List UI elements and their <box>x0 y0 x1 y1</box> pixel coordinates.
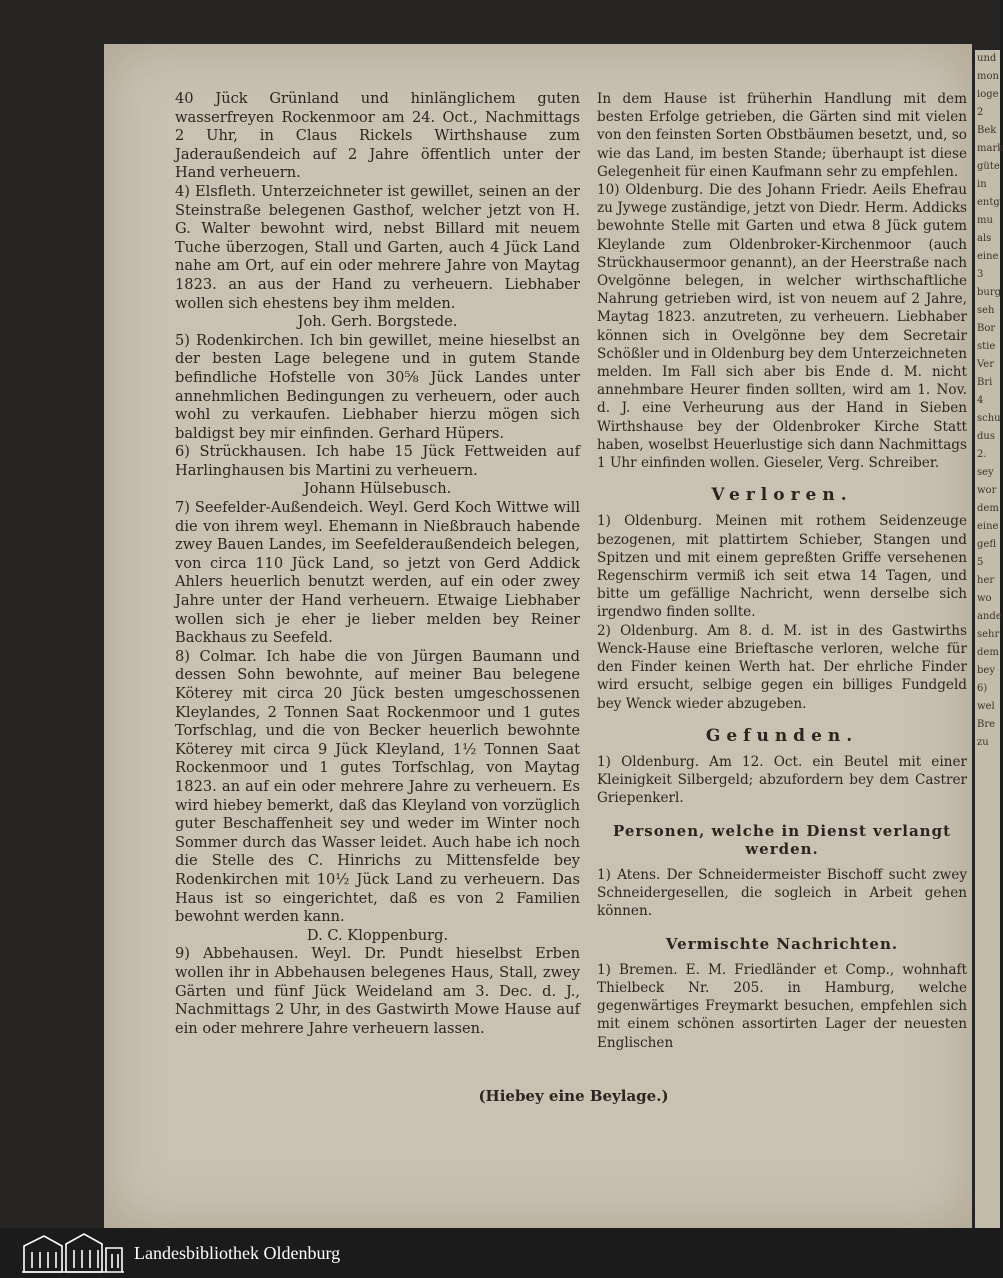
paragraph-item9: 9) Abbehausen. Weyl. Dr. Pundt hieselbst Erben wollen ihr in Abbehausen belegenes Haus, Stall, zwey Gärten und fünf Jück Weideland am 3. Dec. d. J., Nachmittags 2 Uhr, in des Gastwirth Mowe Hause auf ein oder mehrere Jahre verheuern lassen. <box>175 945 580 1037</box>
edge-fragment: schu <box>977 413 1001 424</box>
paragraph-item6: 6) Strückhausen. Ich habe 15 Jück Fettweiden auf Harlinghausen bis Martini zu verheuern. <box>175 443 580 479</box>
library-building-icon <box>22 1232 124 1274</box>
paragraph-item10: 10) Oldenburg. Die des Johann Friedr. Aeils Ehefrau zu Jywege zuständige, jetzt von Diedr. Herm. Addicks bewohnte Stelle mit Garten und etwa 8 Jück gutem Kleylande zum Oldenbroker-Kirchenmoor (auch Strückhausermoor genannt), an der Heerstraße nach Ovelgönne belegen, in welcher wirthschaftliche Nahrung getrieben wird, ist von neuem auf 2 Jahre, Maytag 1823. anzutreten, zu verheuern. Liebhaber können sich in Ovelgönne bey dem Secretair Schößler und in Oldenburg bey dem Unterzeichneten melden. Im Fall sich aber bis Ende d. M. nicht annehmbare Heurer finden sollten, wird am 1. Nov. d. J. eine Verheurung aus der Hand in Sieben Wirthshause bey der Oldenbroker Kirche Statt haben, woselbst Heuerlustige sich dann Nachmittags 1 Uhr einfinden wollen. Gieseler, Verg. Schreiber. <box>597 182 967 472</box>
edge-fragment: eine <box>977 521 999 532</box>
edge-fragment: Bri <box>977 377 993 388</box>
edge-fragment: seh <box>977 305 995 316</box>
paragraph-item3-cont: 40 Jück Grünland und hinlänglichem guten wasserfreyen Rockenmoor am 24. Oct., Nachmittags 2 Uhr, in Claus Rickels Wirthshause zum Jaderaußendeich auf 2 Jahre öffentlich unter der Hand verheuern. <box>175 90 580 182</box>
edge-fragment: eine <box>977 251 999 262</box>
edge-fragment: wel <box>977 701 995 712</box>
paragraph-item7: 7) Seefelder-Außendeich. Weyl. Gerd Koch Wittwe will die von ihrem weyl. Ehemann in Nießbrauch habende zwey Bauen Landes, im Seefelderaußendeich belegen, von circa 110 Jück Land, so jetzt von Gerd Addick Ahlers heuerlich benutzt werden, auf ein oder zwey Jahre unter der Hand verheuern. Etwaige Liebhaber wollen sich je eher je lieber melden bey Reiner Backhaus zu Seefeld. <box>175 499 580 647</box>
supplement-note: (Hiebey eine Beylage.) <box>478 1087 669 1105</box>
edge-fragment: sehr <box>977 629 1000 640</box>
paragraph-lost-2: 2) Oldenburg. Am 8. d. M. ist in des Gastwirths Wenck-Hause eine Brieftasche verloren, welche für den Finder keinen Werth hat. Der ehrliche Finder wird ersucht, selbige gegen ein billiges Fundgeld bey Wenck wieder abzugeben. <box>597 622 967 712</box>
edge-fragment: entg <box>977 197 1000 208</box>
edge-fragment: 6) <box>977 683 988 694</box>
signature-huelsebusch: Johann Hülsebusch. <box>303 480 452 498</box>
edge-fragment: mon <box>977 71 999 82</box>
edge-fragment: her <box>977 575 995 586</box>
right-column <box>597 90 967 1052</box>
edge-fragment: Bre <box>977 719 996 730</box>
edge-fragment: ioge <box>977 89 999 100</box>
edge-fragment: wor <box>977 485 997 496</box>
edge-fragment: 2. <box>977 449 987 460</box>
edge-fragment: zu <box>977 737 989 748</box>
heading-gefunden: Gefunden. <box>705 725 859 746</box>
edge-fragment: burg <box>977 287 1002 298</box>
edge-fragment: stie <box>977 341 996 352</box>
heading-verloren: Verloren. <box>711 485 853 506</box>
paragraph-item5: 5) Rodenkirchen. Ich bin gewillet, meine hieselbst an der besten Lage belegene und in gutem Stande befindliche Hofstelle von 30⅝ Jück Landes unter annehmlichen Bedingungen zu verheuern, oder auch wohl zu verkaufen. Liebhaber hierzu mögen sich baldigst bey mir einfinden. Gerhard Hüpers. <box>175 331 580 442</box>
paragraph-found-1: 1) Oldenburg. Am 12. Oct. ein Beutel mit einer Kleinigkeit Silbergeld; abzufordern bey dem Castrer Griepenkerl. <box>597 753 967 807</box>
edge-fragment: wo <box>977 593 992 604</box>
heading-vermischte: Vermischte Nachrichten. <box>665 934 899 953</box>
paragraph-lost-1: 1) Oldenburg. Meinen mit rothem Seidenzeuge bezogenen, mit plattirtem Schieber, Stangen und Spitzen und mit einem gepreßten Griffe versehenen Regenschirm vermiß ich seit etwa 14 Tagen, und bitte um gefällige Nachricht, wenn derselbe sich irgendwo finden sollte. <box>597 513 967 621</box>
edge-fragment: in <box>977 179 987 190</box>
edge-fragment: mark <box>977 143 1003 154</box>
paragraph-service-1: 1) Atens. Der Schneidermeister Bischoff sucht zwey Schneidergesellen, die sogleich in Arbeit gehen können. <box>597 866 967 920</box>
paragraph-item4: 4) Elsfleth. Unterzeichneter ist gewillet, seinen an der Steinstraße belegenen Gasthof, welcher jetzt von H. G. Walter bewohnt wird, nebst Billard mit neuem Tuche überzogen, Stall und Garten, auch 4 Jück Land nahe am Ort, auf ein oder mehrere Jahre von Maytag 1823. an aus der Hand zu verheuern. Liebhaber wollen sich ehestens bey ihm melden. <box>175 182 580 312</box>
edge-fragment: dem <box>977 503 999 514</box>
edge-fragment: dus <box>977 431 995 442</box>
edge-fragment: Bek <box>977 125 997 136</box>
signature-kloppenburg: D. C. Kloppenburg. <box>306 926 449 944</box>
left-column <box>175 90 580 1038</box>
signature-borgstede: Joh. Gerh. Borgstede. <box>297 313 458 331</box>
edge-fragment: als <box>977 233 992 244</box>
edge-fragment: Ver <box>977 359 995 370</box>
library-name: Landesbibliothek Oldenburg <box>134 1243 341 1263</box>
paragraph-item8: 8) Colmar. Ich habe die von Jürgen Baumann und dessen Sohn bewohnte, auf meiner Bau belegene Köterey mit circa 20 Jück besten umgeschossenen Kleylandes, 2 Tonnen Saat Rockenmoor und 1 gutes Torfschlag, und die von Becker heuerlich bewohnte Köterey mit circa 9 Jück Kleyland, 1½ Tonnen Saat Rockenmoor und 1 gutes Torfschlag, von Maytag 1823. an auf ein oder mehrere Jahre zu verheuern. Es wird hiebey bemerkt, daß das Kleyland von vorzüglich guter Beschaffenheit sey und weder im Winter noch Sommer durch das Wasser leidet. Auch habe ich noch die Stelle des C. Hinrichs zu Mittensfelde bey Rodenkirchen mit 10½ Jück Land zu verheuern. Das Haus ist so eingerichtet, daß es von 2 Familien bewohnt werden kann. <box>175 647 580 926</box>
edge-fragment: dem <box>977 647 999 658</box>
edge-fragment: güte <box>977 161 1000 172</box>
edge-fragment: ande <box>977 611 1002 622</box>
paragraph-misc-1: 1) Bremen. E. M. Friedländer et Comp., wohnhaft Thielbeck Nr. 205. in Hamburg, welche gegenwärtiges Freymarkt besuchen, empfehlen sich mit einem schönen assortirten Lager der neuesten Englischen <box>597 961 967 1051</box>
heading-dienst: Personen, welche in Dienst verlangt werden. <box>612 821 951 858</box>
edge-fragment: mu <box>977 215 993 226</box>
edge-fragment: 4 <box>977 395 984 406</box>
edge-fragment: sey <box>977 467 994 478</box>
paragraph-item9-cont: In dem Hause ist früherhin Handlung mit dem besten Erfolge getrieben, die Gärten sind mit vielen von den feinsten Sorten Obstbäumen besetzt, und, so wie das Land, im besten Stande; überhaupt ist diese Gelegenheit für einen Kaufmann sehr zu empfehlen. <box>597 91 967 180</box>
edge-fragment: 5 <box>977 557 984 568</box>
edge-fragment: Bor <box>977 323 996 334</box>
edge-fragment: gefl <box>977 539 996 550</box>
edge-fragment: 3 <box>977 269 984 280</box>
edge-fragment: bey <box>977 665 995 676</box>
next-page-edge <box>975 50 1003 1228</box>
edge-fragment: und <box>977 53 997 64</box>
edge-fragment: 2 <box>977 107 984 118</box>
